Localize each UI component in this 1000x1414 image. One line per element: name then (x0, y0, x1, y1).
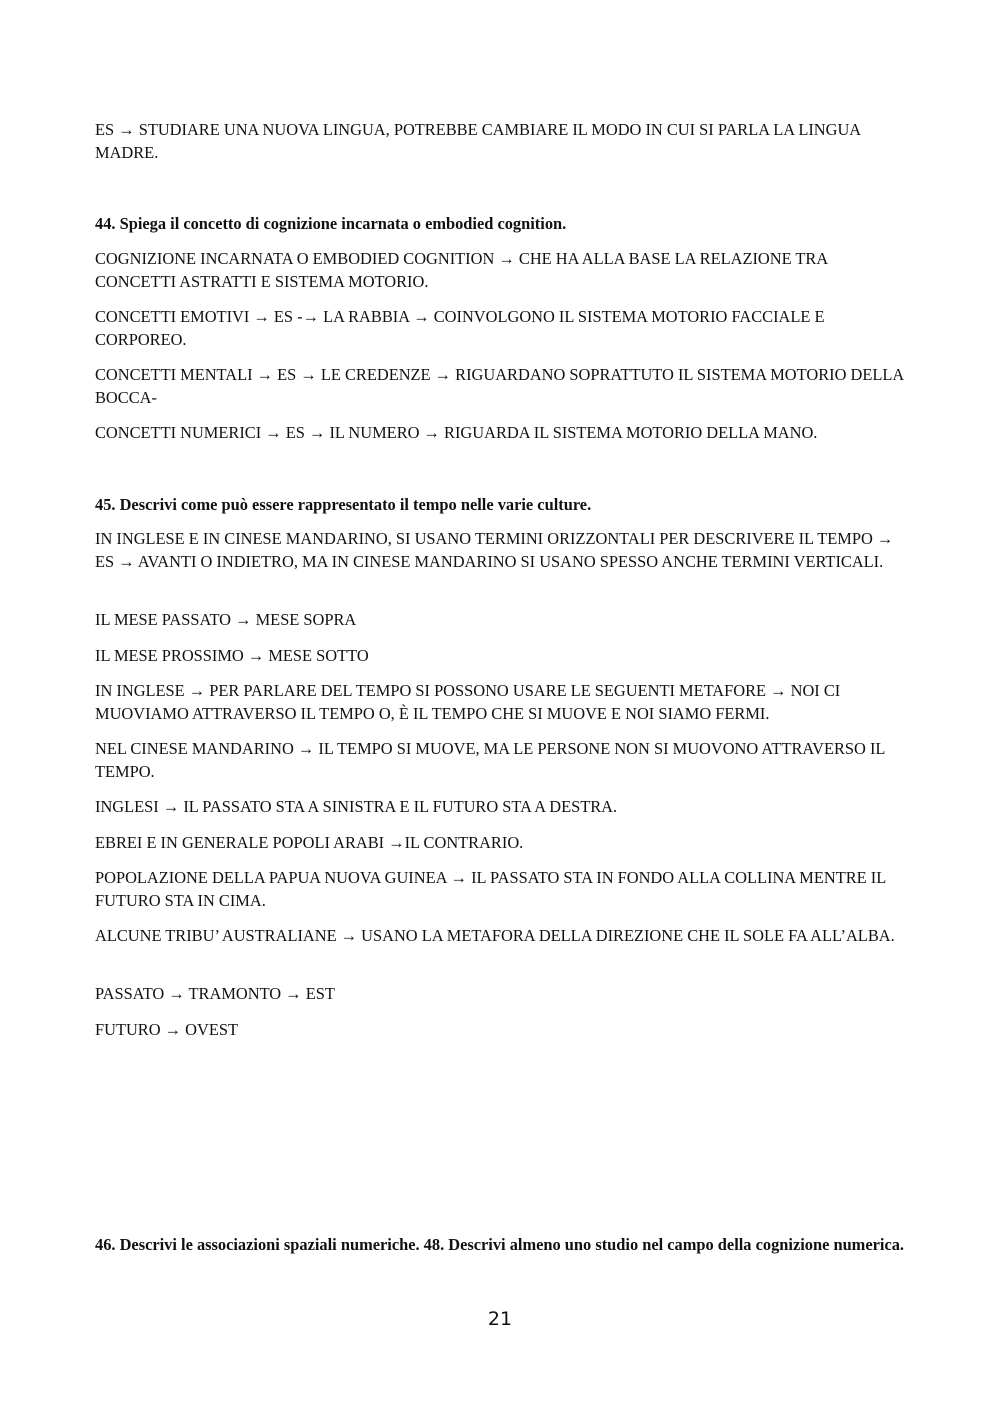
question-44-heading: 44. Spiega il concetto di cognizione incarnata o embodied cognition. (95, 214, 567, 233)
q44-paragraph-2: CONCETTI EMOTIVI → ES -→ LA RABBIA → COINVOLGONO IL SISTEMA MOTORIO FACCIALE E CORPOREO. (95, 307, 825, 349)
q45-paragraph-6: INGLESI → IL PASSATO STA A SINISTRA E IL FUTURO STA A DESTRA. (95, 797, 618, 816)
q45-paragraph-4: IN INGLESE → PER PARLARE DEL TEMPO SI POSSONO USARE LE SEGUENTI METAFORE → NOI CI MUOVIAMO ATTRAVERSO IL TEMPO O, È IL TEMPO CHE SI MUOVE E NOI SIAMO FERMI. (95, 681, 841, 723)
q45-paragraph-1: IN INGLESE E IN CINESE MANDARINO, SI USANO TERMINI ORIZZONTALI PER DESCRIVERE IL TEMPO → ES → AVANTI O INDIETRO, MA IN CINESE MANDARINO SI USANO SPESSO ANCHE TERMINI VERTICALI. (95, 529, 894, 571)
q45-paragraph-9: ALCUNE TRIBU’ AUSTRALIANE → USANO LA METAFORA DELLA DIREZIONE CHE IL SOLE FA ALL’ALBA. (95, 926, 895, 945)
q45-paragraph-5: NEL CINESE MANDARINO → IL TEMPO SI MUOVE, MA LE PERSONE NON SI MUOVONO ATTRAVERSO IL TEMPO. (95, 739, 885, 781)
question-46-heading: 46. Descrivi le associazioni spaziali numeriche. 48. Descrivi almeno uno studio nel campo della cognizione numerica. (95, 1235, 905, 1254)
q45-paragraph-7: EBREI E IN GENERALE POPOLI ARABI →IL CONTRARIO. (95, 833, 524, 852)
q44-paragraph-3: CONCETTI MENTALI → ES → LE CREDENZE → RIGUARDANO SOPRATTUTO IL SISTEMA MOTORIO DELLA BOCCA- (95, 365, 904, 407)
q44-paragraph-4: CONCETTI NUMERICI → ES → IL NUMERO → RIGUARDA IL SISTEMA MOTORIO DELLA MANO. (95, 423, 818, 442)
q45-paragraph-2: IL MESE PASSATO → MESE SOPRA (95, 610, 357, 629)
q45-paragraph-10: PASSATO → TRAMONTO → EST (95, 984, 335, 1003)
question-45-heading: 45. Descrivi come può essere rappresentato il tempo nelle varie culture. (95, 495, 592, 514)
q45-paragraph-8: POPOLAZIONE DELLA PAPUA NUOVA GUINEA → IL PASSATO STA IN FONDO ALLA COLLINA MENTRE IL FUTURO STA IN CIMA. (95, 868, 886, 910)
q44-paragraph-1: COGNIZIONE INCARNATA O EMBODIED COGNITION → CHE HA ALLA BASE LA RELAZIONE TRA CONCETTI ASTRATTI E SISTEMA MOTORIO. (95, 249, 828, 291)
q45-paragraph-11: FUTURO → OVEST (95, 1020, 238, 1039)
q45-paragraph-3: IL MESE PROSSIMO → MESE SOTTO (95, 646, 369, 665)
page-number: 21 (487, 1308, 513, 1330)
intro-example-paragraph: ES → STUDIARE UNA NUOVA LINGUA, POTREBBE CAMBIARE IL MODO IN CUI SI PARLA LA LINGUA MADRE. (95, 120, 861, 162)
